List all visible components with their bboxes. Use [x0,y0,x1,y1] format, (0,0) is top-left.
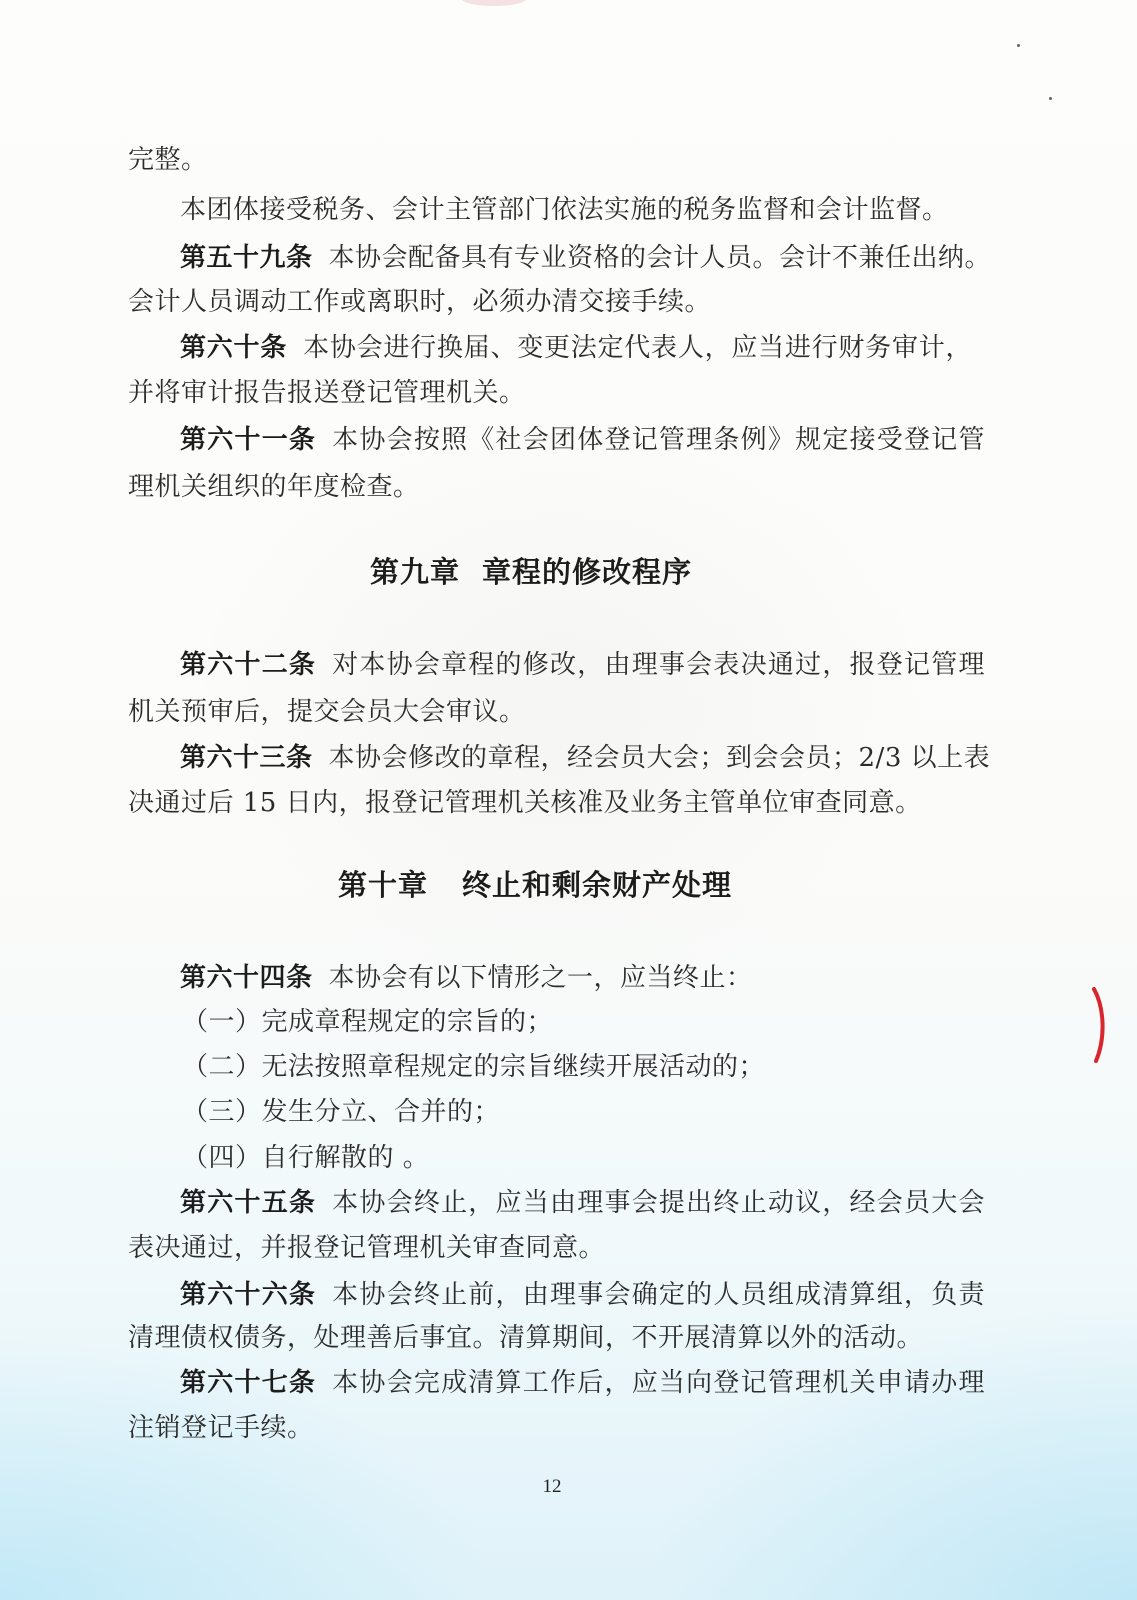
list-item: （四）自行解散的 。 [182,1143,430,1173]
article-61-line-1 [180,420,985,460]
article-66-line-1 [180,1275,985,1315]
article-text: 本协会终止，应当由理事会提出终止动议，经会员大会 [332,1188,985,1218]
article-label: 第六十条 [180,333,288,363]
article-text: 本协会进行换届、变更法定代表人，应当进行财务审计， [303,333,972,363]
continuation-line: 完整。 [128,145,208,175]
supervision-line: 本团体接受税务、会计主管部门依法实施的税务监督和会计监督。 [180,195,949,225]
page-number: 12 [542,1476,562,1497]
article-62-line-1 [180,645,985,685]
chapter-10-heading [338,863,732,907]
article-66-line-2: 清理债权债务，处理善后事宜。清算期间，不开展清算以外的活动。 [128,1323,924,1353]
article-59-line-1 [180,238,992,278]
article-65-line-2: 表决通过，并报登记管理机关审查同意。 [128,1233,606,1263]
article-label: 第五十九条 [180,243,313,273]
article-59-line-2: 会计人员调动工作或离职时，必须办清交接手续。 [128,287,712,317]
article-text: 本协会配备具有专业资格的会计人员。会计不兼任出纳。 [328,243,992,273]
top-smudge [462,0,526,6]
article-60-line-2: 并将审计报告报送登记管理机关。 [128,378,526,408]
list-item: （三）发生分立、合并的； [182,1097,501,1127]
dust-speck [1049,97,1052,100]
red-edge-mark [1088,985,1114,1065]
chapter-number: 第九章 [370,555,461,589]
article-62-line-2: 机关预审后，提交会员大会审议。 [128,697,526,727]
article-text: 本协会终止前，由理事会确定的人员组成清算组，负责 [332,1280,985,1310]
article-67-line-2: 注销登记手续。 [128,1413,314,1443]
article-label: 第六十二条 [180,650,317,680]
article-64-line-1 [180,958,753,998]
dust-speck [1017,44,1020,47]
article-text: 本协会有以下情形之一，应当终止： [328,963,753,993]
article-label: 第六十六条 [180,1280,317,1310]
article-67-line-1 [180,1363,985,1403]
article-63-line-1 [180,738,991,778]
article-60-line-1 [180,328,972,368]
chapter-number: 第十章 [338,868,429,902]
chapter-title: 终止和剩余财产处理 [462,868,733,902]
article-text: 本协会完成清算工作后，应当向登记管理机关申请办理 [332,1368,985,1398]
article-label: 第六十一条 [180,425,317,455]
list-item: （一）完成章程规定的宗旨的； [182,1007,554,1037]
chapter-title: 章程的修改程序 [482,555,693,589]
article-text: 本协会按照《社会团体登记管理条例》规定接受登记管 [332,425,985,455]
article-text: 对本协会章程的修改，由理事会表决通过，报登记管理 [332,650,985,680]
list-item: （二）无法按照章程规定的宗旨继续开展活动的； [182,1052,766,1082]
article-63-line-2: 决通过后 15 日内，报登记管理机关核准及业务主管单位审查同意。 [128,788,922,818]
article-label: 第六十四条 [180,963,313,993]
article-text: 本协会修改的章程，经会员大会；到会会员；2/3 以上表 [328,743,991,773]
article-65-line-1 [180,1183,985,1223]
article-61-line-2: 理机关组织的年度检查。 [128,472,420,502]
article-label: 第六十七条 [180,1368,317,1398]
article-label: 第六十三条 [180,743,313,773]
article-label: 第六十五条 [180,1188,317,1218]
chapter-9-heading [370,550,692,594]
